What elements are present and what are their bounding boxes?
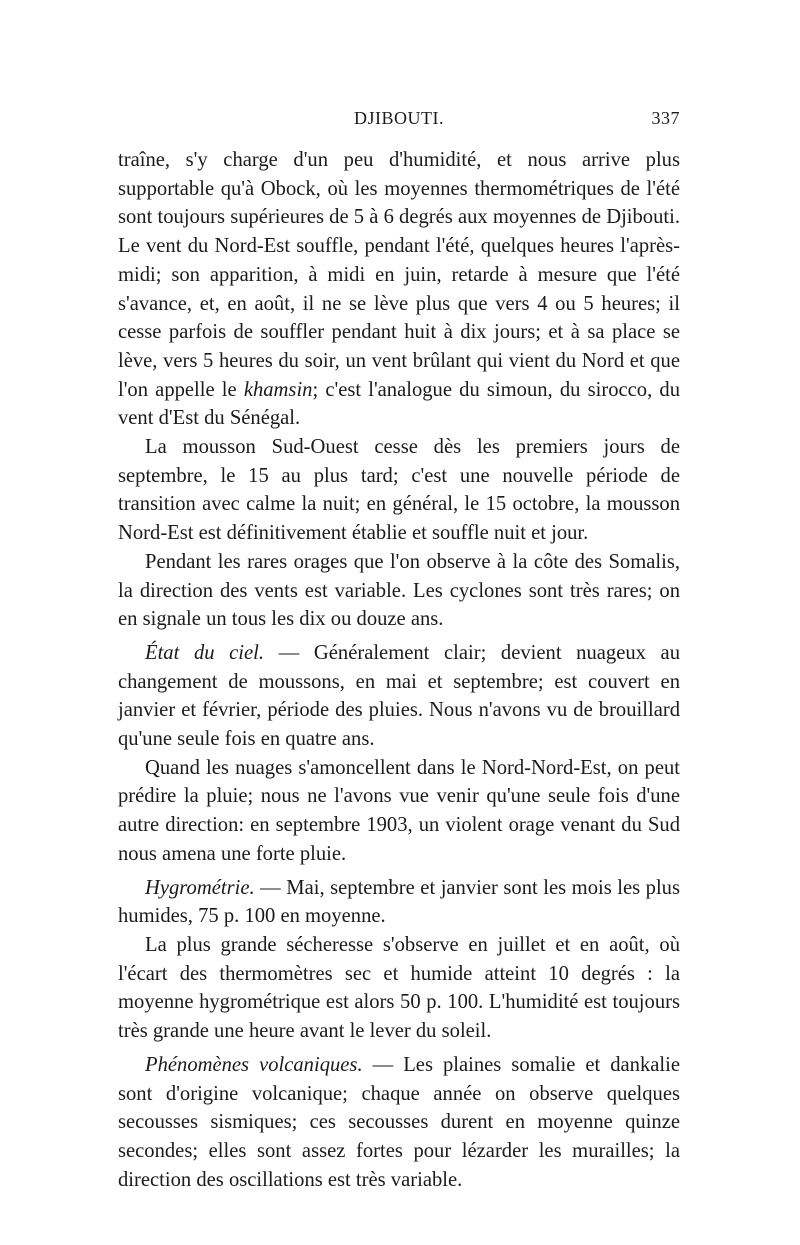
text-run: La mousson Sud-Ouest cesse dès les premiers jours de septembre, le 15 au plus tard; c'est une nouvelle période de transition avec calme la nuit; en général, le 15 octobre, la mousson Nord-Est est définitivement établie et souffle nuit et jour. [118, 436, 680, 545]
text-run: — Généralement clair; devient nuageux au changement de moussons, en mai et septembre; est couvert en janvier et février, période des pluies. Nous n'avons vu de brouillard qu'une seule fois en quatre ans. [118, 641, 680, 751]
book-page [118, 108, 680, 1194]
term-khamsin: khamsin [243, 378, 313, 401]
section-paragraph-phenomenes-volcaniques [118, 1051, 680, 1195]
text-run: — Mai, septembre et janvier sont les mois les plus humides, 75 p. 100 en moyenne. [118, 876, 680, 928]
section-paragraph-etat-du-ciel [118, 639, 680, 754]
running-head [118, 108, 680, 138]
paragraph [118, 754, 680, 869]
running-title: DJIBOUTI. [354, 108, 444, 128]
paragraph [118, 548, 680, 634]
section-paragraph-hygrometrie [118, 874, 680, 931]
text-run: traîne, s'y charge d'un peu d'humidité, et nous arrive plus supportable qu'à Obock, où les moyennes thermométriques de l'été sont toujours supérieures de 5 à 6 degrés aux moyennes de Djibouti. Le vent du Nord-Est souffle, pendant l'été, quelques heures l'après-midi; son apparition, à midi en juin, retarde à mesure que l'été s'avance, et, en août, il ne se lève plus que vers 4 ou 5 heures; il cesse parfois de souffler pendant huit à dix jours; et à sa place se lève, vers 5 heures du soir, un vent brûlant qui vient du Nord et que l'on appelle le [118, 149, 680, 401]
body-text [118, 146, 680, 1194]
paragraph [118, 433, 680, 548]
text-run: Pendant les rares orages que l'on observe à la côte des Somalis, la direction des vents est variable. Les cyclones sont très rares; on en signale un tous les dix ou douze ans. [118, 550, 680, 631]
section-heading: État du ciel. [145, 641, 265, 664]
section-heading: Phénomènes volcaniques. [145, 1053, 363, 1076]
page-number: 337 [651, 108, 680, 128]
text-run: La plus grande sécheresse s'observe en juillet et en août, où l'écart des thermomètres sec et humide atteint 10 degrés : la moyenne hygrométrique est alors 50 p. 100. L'humidité est toujours très grande une heure avant le lever du soleil. [118, 933, 680, 1043]
text-run: ; c'est l'analogue du simoun, du sirocco, du vent d'Est du Sénégal. [118, 378, 680, 430]
text-run: — Les plaines somalie et dankalie sont d'origine volcanique; chaque année on observe quelques secousses sismiques; ces secousses durent en moyenne quinze secondes; elles sont assez fortes pour lézarder les murailles; la direction des oscillations est très variable. [118, 1053, 680, 1191]
paragraph [118, 931, 680, 1046]
section-heading: Hygrométrie. [145, 876, 255, 899]
text-run: Quand les nuages s'amoncellent dans le Nord-Nord-Est, on peut prédire la pluie; nous ne l'avons vue venir qu'une seule fois d'une autre direction: en septembre 1903, un violent orage venant du Sud nous amena une forte pluie. [118, 756, 680, 865]
paragraph [118, 146, 680, 433]
